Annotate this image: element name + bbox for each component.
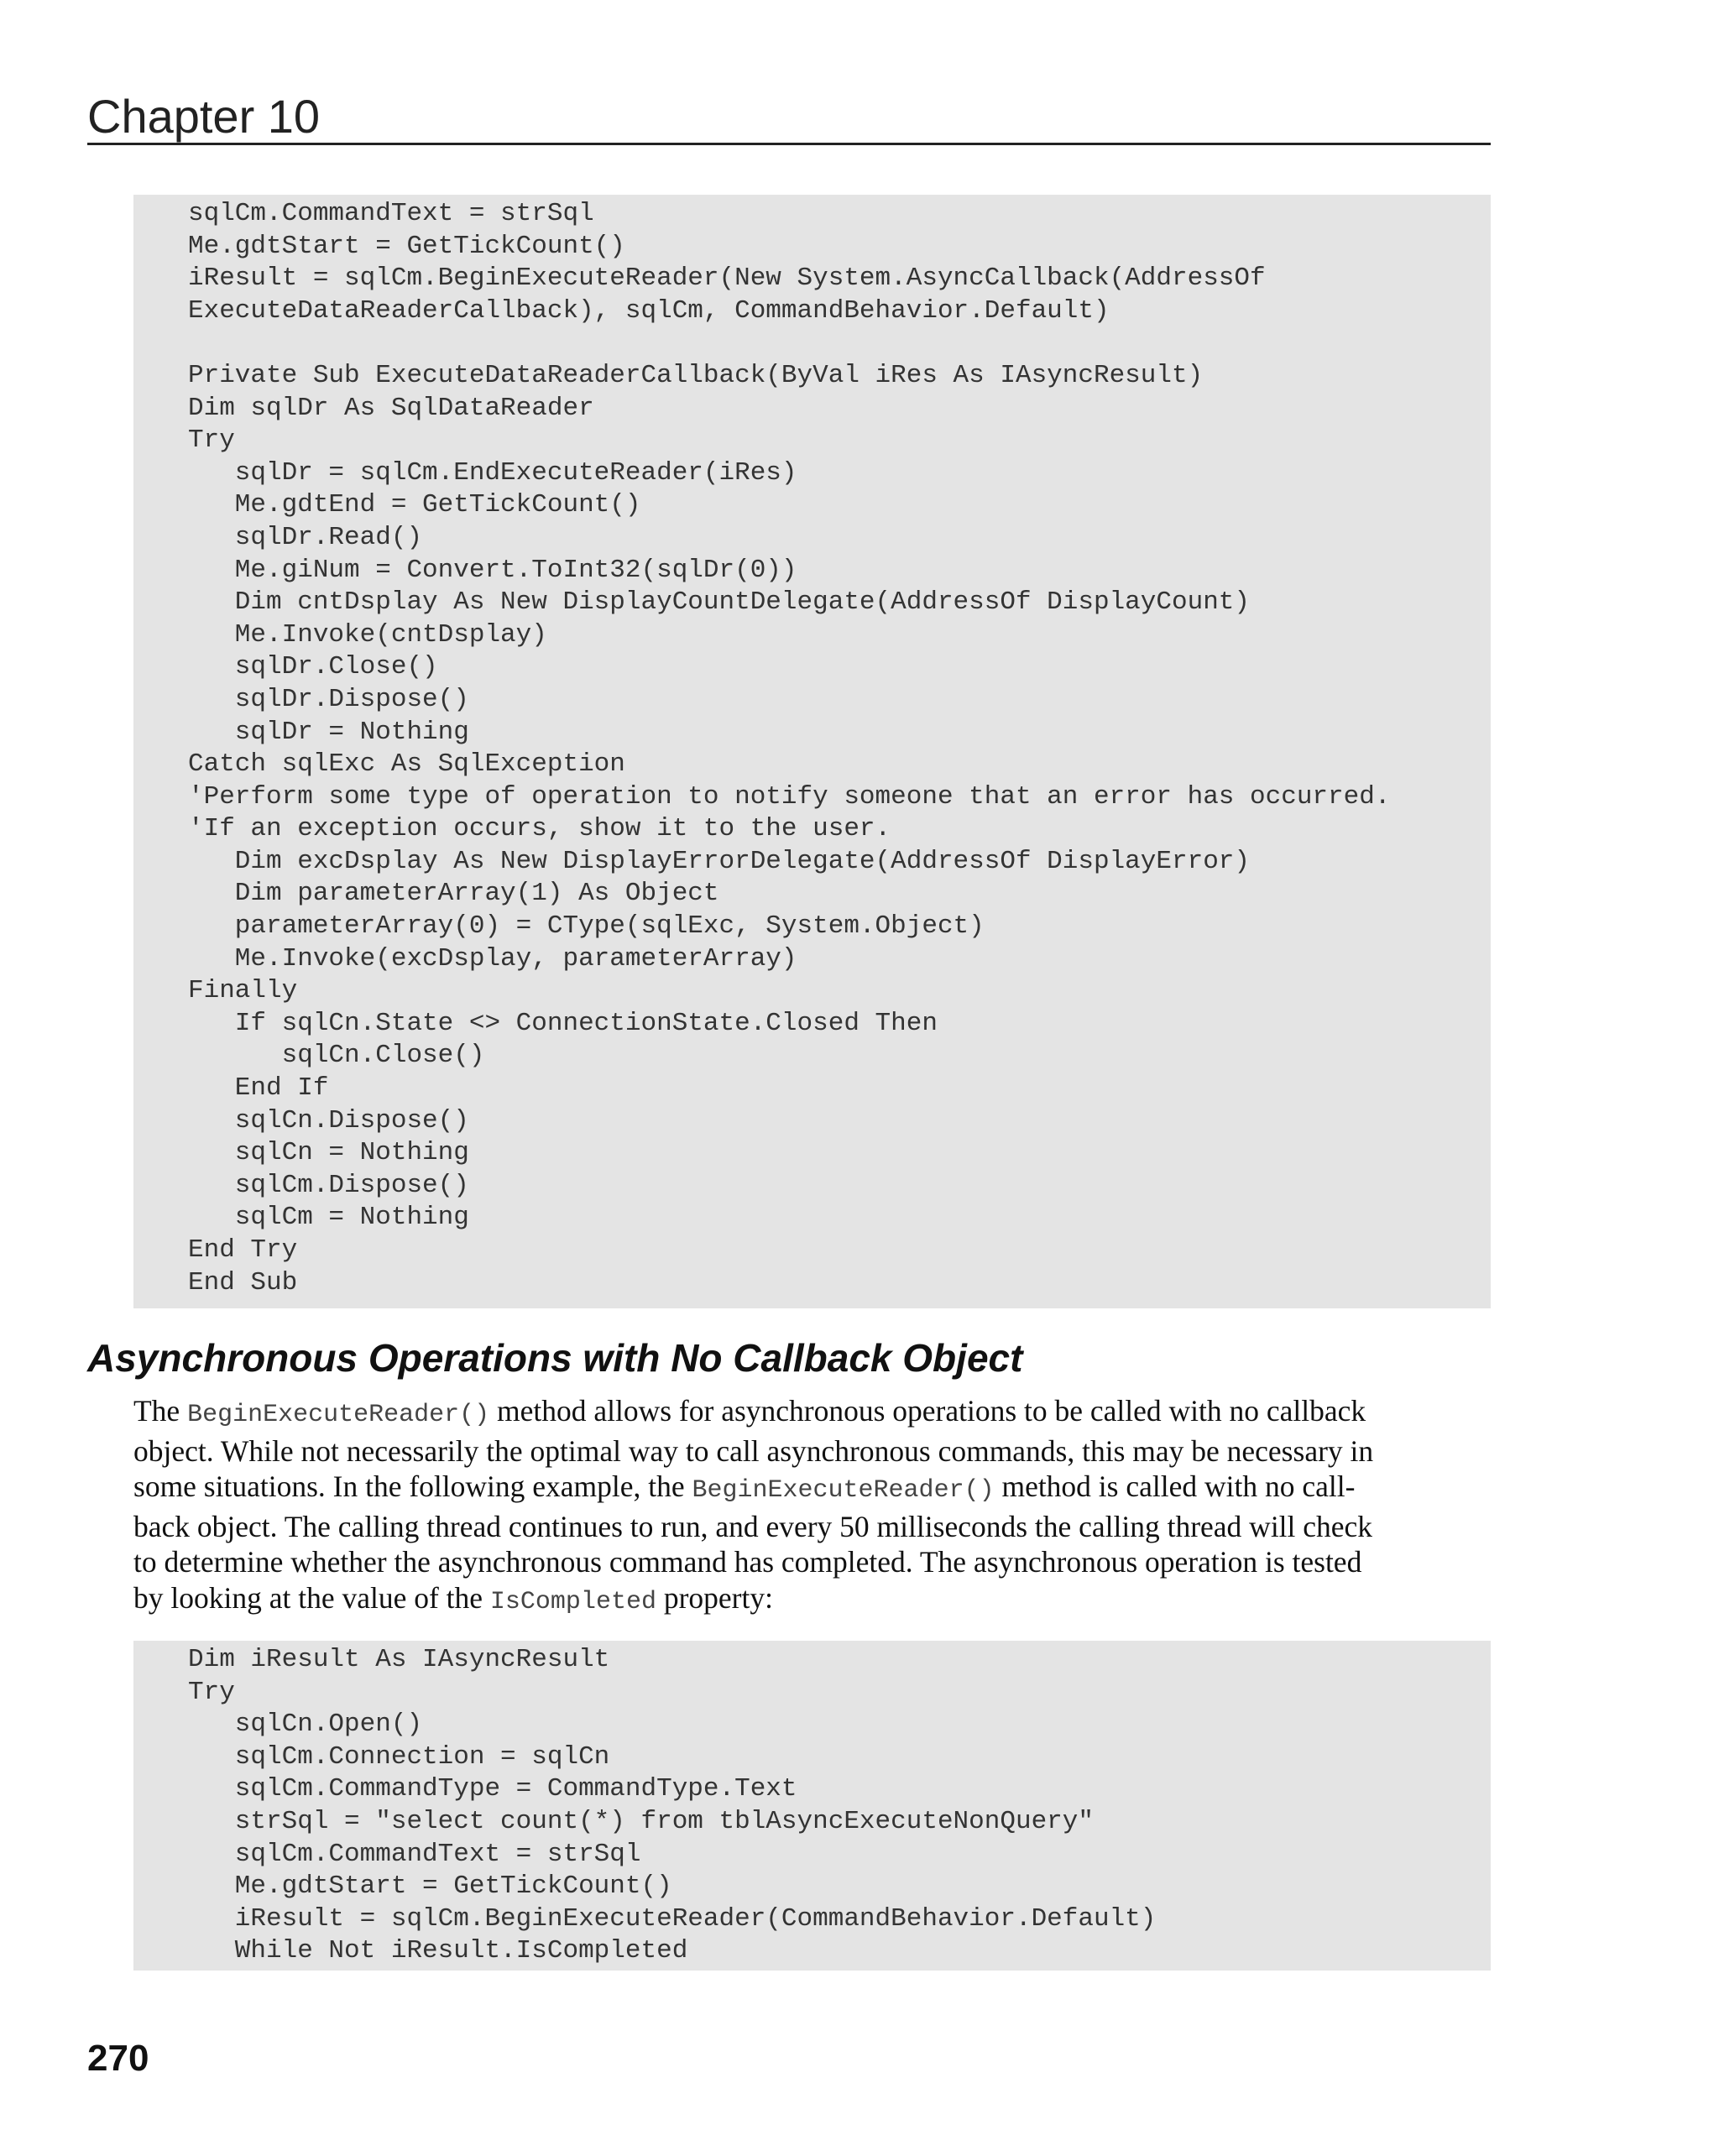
- paragraph-line: [133, 1580, 1493, 1621]
- text-run: by looking at the value of the: [133, 1580, 490, 1615]
- code-line: ExecuteDataReaderCallback), sqlCm, CommandBehavior.Default): [188, 295, 1110, 326]
- code-line: 'If an exception occurs, show it to the user.: [188, 814, 891, 844]
- code-line: Try: [188, 425, 235, 456]
- inline-code: BeginExecuteReader(): [692, 1476, 995, 1505]
- code-line: If sqlCn.State <> ConnectionState.Closed Then: [188, 1008, 938, 1038]
- section-heading: Asynchronous Operations with No Callback Object: [87, 1336, 1023, 1380]
- code-line: sqlCm.CommandText = strSql: [188, 199, 594, 228]
- header-rule: [87, 143, 1491, 145]
- code-line: parameterArray(0) = CType(sqlExc, System.Object): [188, 911, 985, 942]
- code-line: sqlDr.Dispose(): [188, 684, 469, 714]
- code-line: Me.gdtStart = GetTickCount(): [188, 231, 625, 261]
- code-line: sqlCn.Close(): [188, 1041, 485, 1071]
- text-run: some situations. In the following example, the: [133, 1470, 692, 1503]
- code-line: Me.Invoke(cntDsplay): [188, 619, 547, 650]
- code-line: sqlCm.Connection = sqlCn: [188, 1741, 610, 1772]
- code-line: Dim sqlDr As SqlDataReader: [188, 393, 594, 423]
- code-line: Finally: [188, 976, 298, 1006]
- paragraph-line: [133, 1469, 1493, 1509]
- code-line: sqlCm = Nothing: [188, 1203, 469, 1233]
- code-listing-callback: [133, 195, 1491, 1308]
- code-line: [188, 327, 1491, 360]
- code-line: sqlDr.Close(): [188, 652, 438, 682]
- code-line: iResult = sqlCm.BeginExecuteReader(CommandBehavior.Default): [188, 1903, 1157, 1934]
- code-line: Me.gdtEnd = GetTickCount(): [188, 490, 641, 520]
- code-line: Dim parameterArray(1) As Object: [188, 879, 719, 909]
- chapter-title: Chapter 10: [87, 90, 321, 143]
- body-paragraph: [133, 1393, 1493, 1620]
- code-line: While Not iResult.IsCompleted: [188, 1936, 688, 1966]
- code-line: Dim iResult As IAsyncResult: [188, 1645, 610, 1674]
- code-line: Catch sqlExc As SqlException: [188, 749, 625, 780]
- code-line: End Sub: [188, 1267, 298, 1297]
- code-line: Dim excDsplay As New DisplayErrorDelegate(AddressOf DisplayError): [188, 846, 1251, 876]
- code-line: End If: [188, 1073, 329, 1104]
- code-line: 'Perform some type of operation to notify someone that an error has occurred.: [188, 781, 1391, 812]
- code-line: sqlCm.CommandType = CommandType.Text: [188, 1774, 797, 1804]
- code-line: sqlDr = sqlCm.EndExecuteReader(iRes): [188, 457, 797, 488]
- inline-code: BeginExecuteReader(): [187, 1401, 490, 1429]
- text-run: method allows for asynchronous operations to be called with no callback: [489, 1394, 1366, 1428]
- code-line: Private Sub ExecuteDataReaderCallback(ByVal iRes As IAsyncResult): [188, 360, 1204, 390]
- code-line: sqlCm.CommandText = strSql: [188, 1839, 641, 1869]
- code-line: Dim cntDsplay As New DisplayCountDelegate(AddressOf DisplayCount): [188, 587, 1251, 618]
- page-number: 270: [87, 2038, 149, 2079]
- code-line: strSql = "select count(*) from tblAsyncExecuteNonQuery": [188, 1806, 1094, 1836]
- code-line: Me.gdtStart = GetTickCount(): [188, 1871, 672, 1902]
- code-line: sqlCm.Dispose(): [188, 1170, 469, 1200]
- code-line: sqlCn.Dispose(): [188, 1105, 469, 1135]
- text-run: method is called with no call-: [994, 1470, 1356, 1503]
- paragraph-line: back object. The calling thread continues to run, and every 50 milliseconds the calling thread will check: [133, 1509, 1373, 1543]
- code-line: End Try: [188, 1235, 298, 1265]
- code-line: Me.giNum = Convert.ToInt32(sqlDr(0)): [188, 555, 797, 585]
- inline-code: IsCompleted: [489, 1587, 656, 1616]
- code-line: iResult = sqlCm.BeginExecuteReader(New System.AsyncCallback(AddressOf: [188, 264, 1266, 294]
- paragraph-line: object. While not necessarily the optimal way to call asynchronous commands, this may be necessary in: [133, 1433, 1374, 1468]
- code-line: Try: [188, 1677, 235, 1707]
- paragraph-line: to determine whether the asynchronous command has completed. The asynchronous operation is tested: [133, 1545, 1362, 1579]
- code-line: sqlCn.Open(): [188, 1710, 423, 1740]
- text-run: property:: [656, 1580, 773, 1615]
- code-listing-no-callback: [133, 1641, 1491, 1971]
- code-line: sqlDr = Nothing: [188, 717, 469, 747]
- text-run: The: [133, 1394, 188, 1428]
- paragraph-line: [133, 1393, 1493, 1433]
- code-line: sqlDr.Read(): [188, 522, 423, 552]
- code-line: sqlCn = Nothing: [188, 1138, 469, 1168]
- code-line: Me.Invoke(excDsplay, parameterArray): [188, 943, 797, 974]
